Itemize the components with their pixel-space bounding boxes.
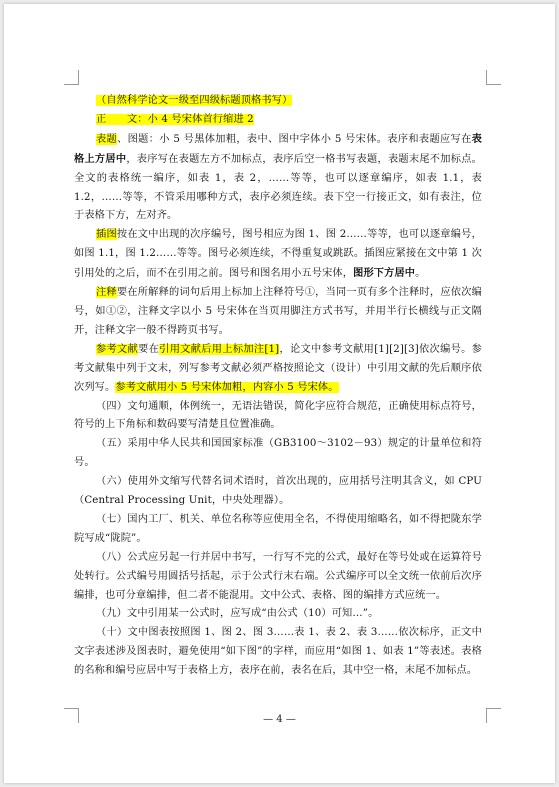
heading-note-line [74, 92, 482, 111]
crop-mark-top-left [64, 70, 79, 85]
paragraph-figure: 插图按在文中出现的次序编号，图号相应为图 1、图 2……等等，也可以逐章编号，如图 1.1，图 1.2……等等。图号必须连续，不得重复或跳跃。插图应紧接在文中第 1 次引用处的之后，而不在引用之前。图号和图名用小五号宋体，图形下方居中。 [74, 229, 482, 280]
item-9: （九）文中引用某一公式时，应写成“由公式（10）可知…”。 [96, 608, 379, 620]
paragraph-reference: 参考文献要在引用文献后用上标加注[1]，论文中参考文献用[1][2][3]依次编号。参考文献集中列于文末，列写参考文献必须严格按照论文（设计）中引用文献的先后顺序依次列写。参考文献用小 5 号宋体加粗，内容小 5 号宋体。 [74, 343, 482, 393]
figure-label: 插图 [96, 229, 117, 241]
page-number: — 4 — [263, 714, 296, 725]
table-title-label: 表题 [96, 133, 118, 145]
item-4: （四）文句通顺，体例统一，无语法错误，简化字应符合规范，正确使用标点符号，符号的上下角标和数码要写清楚且位置准确。 [74, 400, 482, 431]
note-label: 注释 [96, 287, 117, 299]
paragraph-table-title: 表题、图题：小 5 号黑体加粗，表中、图中字体小 5 号宋体。表序和表题应写在表格上方居中，表序写在表题左方不加标点，表序后空一格书写表题，表题末尾不加标点。全文的表格统一编序，如表 1，表 2，……等等，也可以逐章编序，如表 1.1，表 1.2，……等等，不管采用哪种方式，表序必须连续。表下空一行接正文，如有表注，位于表格下方，左对齐。 [74, 132, 482, 222]
heading-note: （自然科学论文一级至四级标题顶格书写） [96, 95, 293, 106]
body-text-spec: 正 文：小 4 号宋体首行缩进 2 [96, 113, 254, 125]
body-text-line [74, 111, 482, 130]
page-body [74, 92, 493, 681]
reference-label: 参考文献 [96, 343, 139, 355]
document-page [4, 4, 555, 783]
item-5: （五）采用中华人民共和国国家标准（GB3100～3102－93）规定的计量单位和符号。 [74, 438, 482, 469]
paragraph-note: 注释要在所解释的词句后用上标加上注释符号①，当同一页有多个注释时，应依次编号，如①②，注释文字以小 5 号宋体在当页用脚注方式书写，并用半行长横线与正文隔开，注释文字一般不得跨页书写。 [74, 287, 482, 336]
item-10: （十）文中图表按照图 1、图 2、图 3……表 1、表 2、表 3……依次标序，正文中文字表述涉及图表时，避免使用“如下图”的字样，而应用“如图 1、如表 1”等表述。表格的名称和编号应居中写于表格上方，表序在前，表名在后，其中空一格，末尾不加标点。 [74, 627, 482, 677]
table-title-bold: 表格上方居中 [74, 132, 482, 165]
reference-font-spec: 参考文献用小 5 号宋体加粗，内容小 5 号宋体。 [115, 381, 339, 393]
reference-superscript-note: 引用文献后用上标加注[1] [159, 343, 280, 355]
item-7: （七）国内工厂、机关、单位名称等应使用全名，不得使用缩略名，如不得把陇东学院写成“陇院”。 [74, 513, 482, 544]
item-6: （六）使用外文缩写代替名词术语时，首次出现的，应用括号注明其含义，如 CPU （Central Processing Unit，中央处理器）。 [74, 476, 493, 507]
crop-mark-top-right [486, 70, 501, 85]
figure-bold: 图形下方居中 [353, 267, 416, 280]
item-8: （八）公式应另起一行并居中书写，一行写不完的公式，最好在等号处或在运算符号处转行。公式编号用圆括号括起，示于公式行末右端。公式编序可以全文统一依前后次序编排，也可分章编排，但二者不能混用。文中公式、表格、图的编排方式应统一。 [74, 551, 482, 601]
